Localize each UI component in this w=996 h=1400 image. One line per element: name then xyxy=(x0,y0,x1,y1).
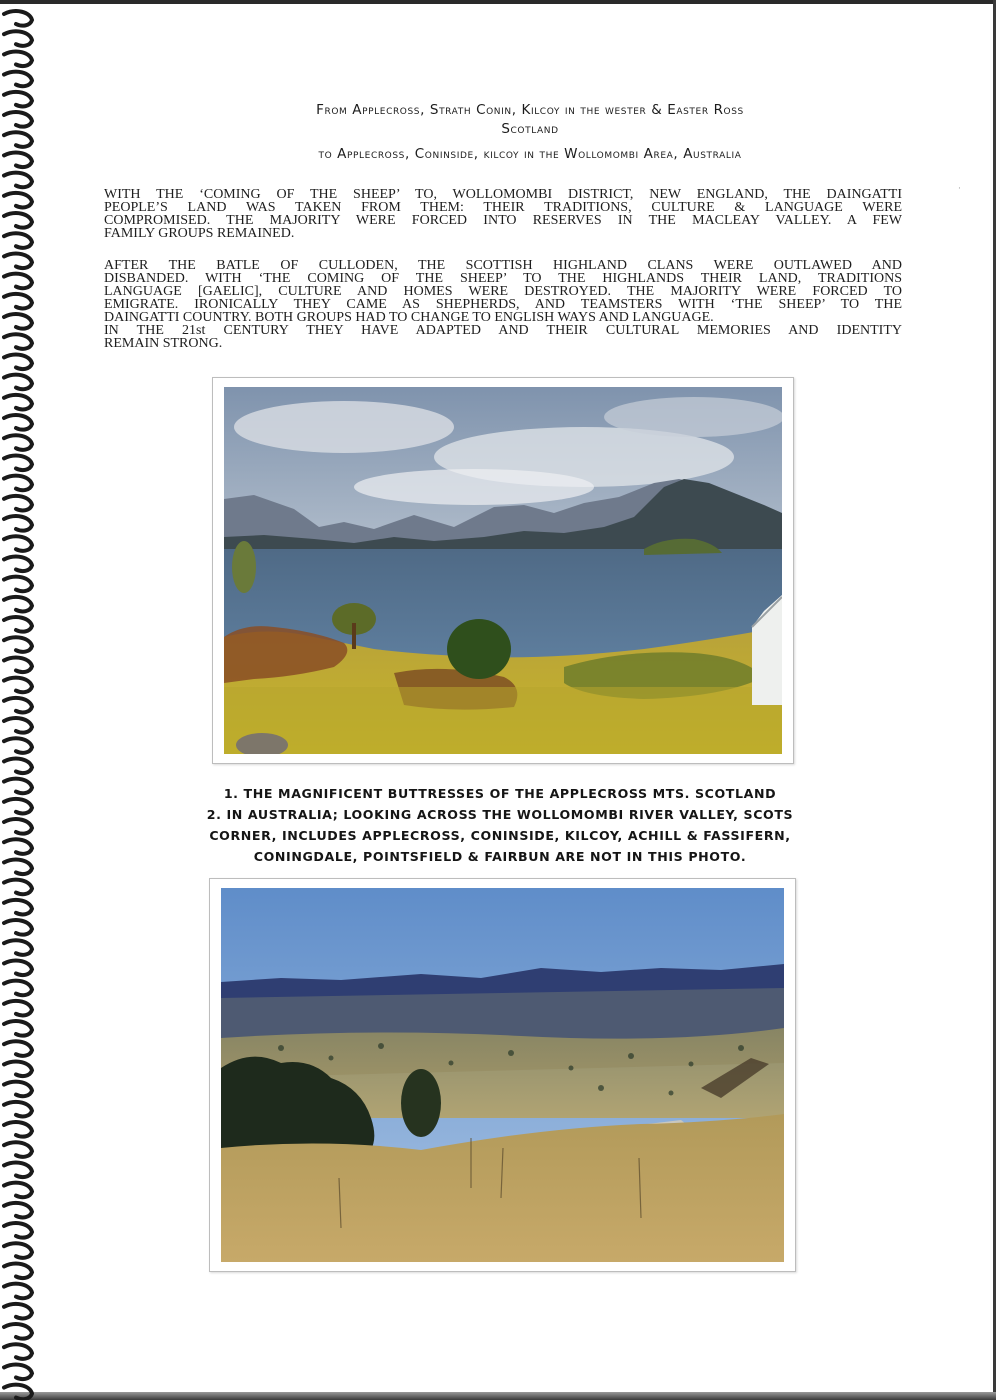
binding-coil xyxy=(4,1041,32,1056)
binding-coil xyxy=(4,193,32,208)
binding-coil xyxy=(4,779,32,794)
binding-coil xyxy=(4,476,32,491)
heading-line-1: From Applecross, Strath Conin, Kilcoy in the wester & Easter Ross xyxy=(316,102,744,118)
paragraph-line: REMAIN STRONG. xyxy=(104,336,223,351)
binding-coil xyxy=(4,1102,32,1117)
paragraph-line: WITH THE ‘COMING OF THE SHEEP’ TO, WOLLOMOMBI DISTRICT, NEW ENGLAND, THE DAINGATTI xyxy=(104,187,902,202)
binding-coil xyxy=(4,940,32,955)
binding-coil xyxy=(4,880,32,895)
binding-coil xyxy=(4,415,32,430)
binding-coil xyxy=(4,920,32,935)
binding-coil xyxy=(4,355,32,370)
binding-coil xyxy=(4,799,32,814)
binding-coil xyxy=(4,617,32,632)
binding-coil xyxy=(4,1203,32,1218)
binding-coil xyxy=(4,11,32,26)
binding-coil xyxy=(4,92,32,107)
paragraph-line: DISBANDED. WITH ‘THE COMING OF THE SHEEP’ TO THE HIGHLANDS THEIR LAND, TRADITIONS xyxy=(104,271,902,286)
binding-coil xyxy=(4,72,32,87)
binding-coil xyxy=(4,1304,32,1319)
caption-line-2: 2. IN AUSTRALIA; LOOKING ACROSS THE WOLLOMOMBI RIVER VALLEY, SCOTS xyxy=(206,807,794,822)
scan-speck: · xyxy=(958,184,961,194)
paragraph-line: EMIGRATE. IRONICALLY THEY CAME AS SHEPHERDS, AND TEAMSTERS WITH ‘THE SHEEP’ TO THE xyxy=(104,297,902,312)
binding-coil xyxy=(4,597,32,612)
binding-coil xyxy=(4,718,32,733)
binding-coil xyxy=(4,1284,32,1299)
heading-line-3: to Applecross, Coninside, kilcoy in the Wollomombi Area, Australia xyxy=(318,146,742,162)
binding-coil xyxy=(4,678,32,693)
binding-coil xyxy=(4,516,32,531)
paragraph-intro xyxy=(104,188,902,240)
paragraph-line: PEOPLE’S LAND WAS TAKEN FROM THEM: THEIR TRADITIONS, CULTURE & LANGUAGE WERE xyxy=(104,200,902,215)
binding-coil xyxy=(4,314,32,329)
paragraph-line: DAINGATTI COUNTRY. BOTH GROUPS HAD TO CHANGE TO ENGLISH WAYS AND LANGUAGE. xyxy=(104,310,714,325)
binding-coil xyxy=(4,1223,32,1238)
page-top-edge xyxy=(0,0,996,4)
binding-coil xyxy=(4,1365,32,1380)
binding-coil xyxy=(4,1324,32,1339)
binding-coil xyxy=(4,981,32,996)
binding-coil xyxy=(4,31,32,46)
binding-coil xyxy=(4,456,32,471)
binding-coil xyxy=(4,819,32,834)
binding-coil xyxy=(4,1243,32,1258)
binding-coil xyxy=(4,254,32,269)
caption-line-3: CORNER, INCLUDES APPLECROSS, CONINSIDE, KILCOY, ACHILL & FASSIFERN, xyxy=(209,828,791,843)
binding-coil xyxy=(4,1001,32,1016)
binding-coil xyxy=(4,900,32,915)
binding-coil xyxy=(4,112,32,127)
binding-coil xyxy=(4,1062,32,1077)
photo-applecross-image xyxy=(224,387,782,754)
binding-coil xyxy=(4,153,32,168)
binding-coil xyxy=(4,961,32,976)
binding-coil xyxy=(4,1163,32,1178)
page-bottom-edge xyxy=(0,1392,996,1400)
binding-coil xyxy=(4,839,32,854)
binding-coil xyxy=(4,1122,32,1137)
photo-wollomombi-valley xyxy=(209,878,796,1272)
binding-coil xyxy=(4,536,32,551)
binding-coil xyxy=(4,233,32,248)
binding-coil xyxy=(4,395,32,410)
binding-coil xyxy=(4,1142,32,1157)
binding-coil xyxy=(4,173,32,188)
binding-coil xyxy=(4,334,32,349)
caption-line-1: 1. THE MAGNIFICENT BUTTRESSES OF THE APPLECROSS MTS. SCOTLAND xyxy=(223,786,777,801)
binding-coil xyxy=(4,496,32,511)
photo-wollomombi-image xyxy=(221,888,784,1262)
binding-coil xyxy=(4,1021,32,1036)
binding-coil xyxy=(4,1344,32,1359)
paragraph-culloden xyxy=(104,259,902,350)
binding-coil xyxy=(4,698,32,713)
binding-coil xyxy=(4,759,32,774)
binding-coil xyxy=(4,435,32,450)
binding-coil xyxy=(4,132,32,147)
binding-coil xyxy=(4,213,32,228)
binding-coil xyxy=(4,274,32,289)
binding-coil xyxy=(4,637,32,652)
photo-caption xyxy=(110,783,890,867)
paragraph-line: COMPROMISED. THE MAJORITY WERE FORCED INTO RESERVES IN THE MACLEAY VALLEY. A FEW xyxy=(104,213,902,228)
binding-coil xyxy=(4,557,32,572)
paragraph-line: IN THE 21st CENTURY THEY HAVE ADAPTED AND THEIR CULTURAL MEMORIES AND IDENTITY xyxy=(104,323,902,338)
paragraph-line: FAMILY GROUPS REMAINED. xyxy=(104,226,295,241)
binding-coil xyxy=(4,577,32,592)
binding-coil xyxy=(4,738,32,753)
binding-coil xyxy=(4,294,32,309)
heading-line-2: Scotland xyxy=(501,121,559,137)
caption-line-4: CONINGDALE, POINTSFIELD & FAIRBUN ARE NOT IN THIS PHOTO. xyxy=(253,849,747,864)
binding-coil xyxy=(4,658,32,673)
binding-coil xyxy=(4,860,32,875)
binding-coil xyxy=(4,1183,32,1198)
binding-coil xyxy=(4,1385,32,1400)
binding-coil xyxy=(4,1264,32,1279)
binding-coil xyxy=(4,1082,32,1097)
paragraph-line: AFTER THE BATLE OF CULLODEN, THE SCOTTISH HIGHLAND CLANS WERE OUTLAWED AND xyxy=(104,258,902,273)
paragraph-line: LANGUAGE [GAELIC], CULTURE AND HOMES WERE DESTROYED. THE MAJORITY WERE FORCED TO xyxy=(104,284,902,299)
binding-coil xyxy=(4,52,32,67)
binding-coil xyxy=(4,375,32,390)
photo-applecross-scotland xyxy=(212,377,794,764)
spiral-binding xyxy=(0,0,48,1400)
